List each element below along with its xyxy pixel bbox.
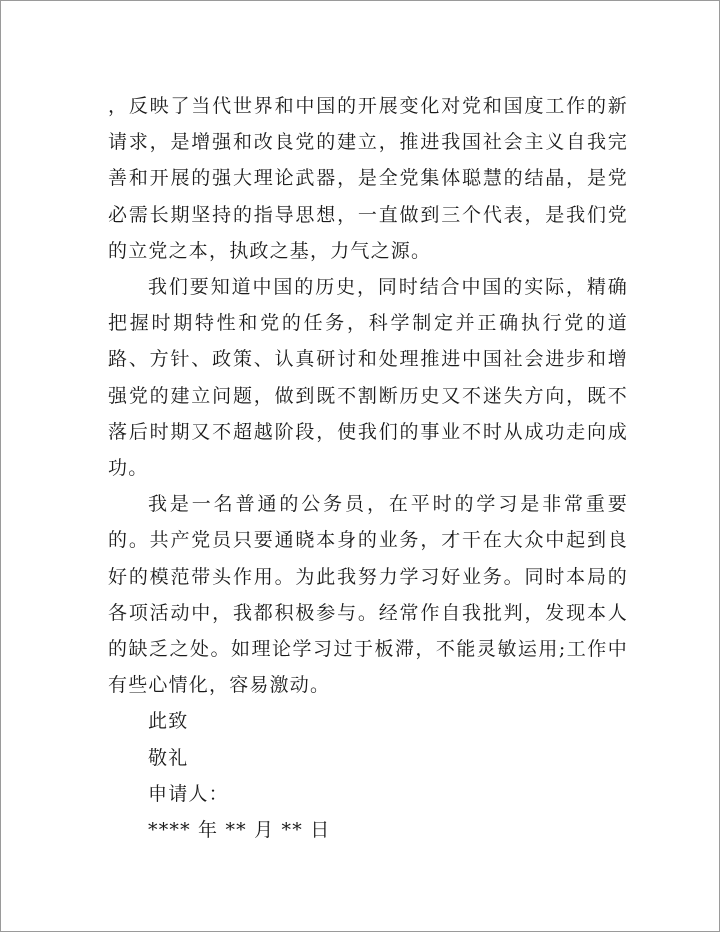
paragraph-2: 我们要知道中国的历史，同时结合中国的实际，精确把握时期特性和党的任务，科学制定并正确执行党的道路、方针、政策、认真研讨和处理推进中国社会进步和增强党的建立问题，做到既不割断历史又不迷失方向，既不落后时期又不超越阶段，使我们的事业不时从成功走向成功。	[108, 276, 628, 480]
date-line: **** 年 ** 月 ** 日	[148, 819, 331, 842]
document-body	[108, 88, 628, 848]
paragraph-3: 我是一名普通的公务员，在平时的学习是非常重要的。共产党员只要通晓本身的业务，才干在大众中起到良好的模范带头作用。为此我努力学习好业务。同时本局的各项活动中，我都积极参与。经常作自我批判，发现本人的缺乏之处。如理论学习过于板滞，不能灵敏运用;工作中有些心情化，容易激动。	[108, 493, 628, 697]
paragraph-1: ，反映了当代世界和中国的开展变化对党和国度工作的新请求，是增强和改良党的建立，推进我国社会主义自我完善和开展的强大理论武器，是全党集体聪慧的结晶，是党必需长期坚持的指导思想，一直做到三个代表，是我们党的立党之本，执政之基，力气之源。	[108, 95, 628, 262]
closing-regards: 敬礼	[148, 746, 189, 769]
applicant-label: 申请人：	[148, 782, 229, 805]
closing-salutation: 此致	[148, 710, 189, 733]
